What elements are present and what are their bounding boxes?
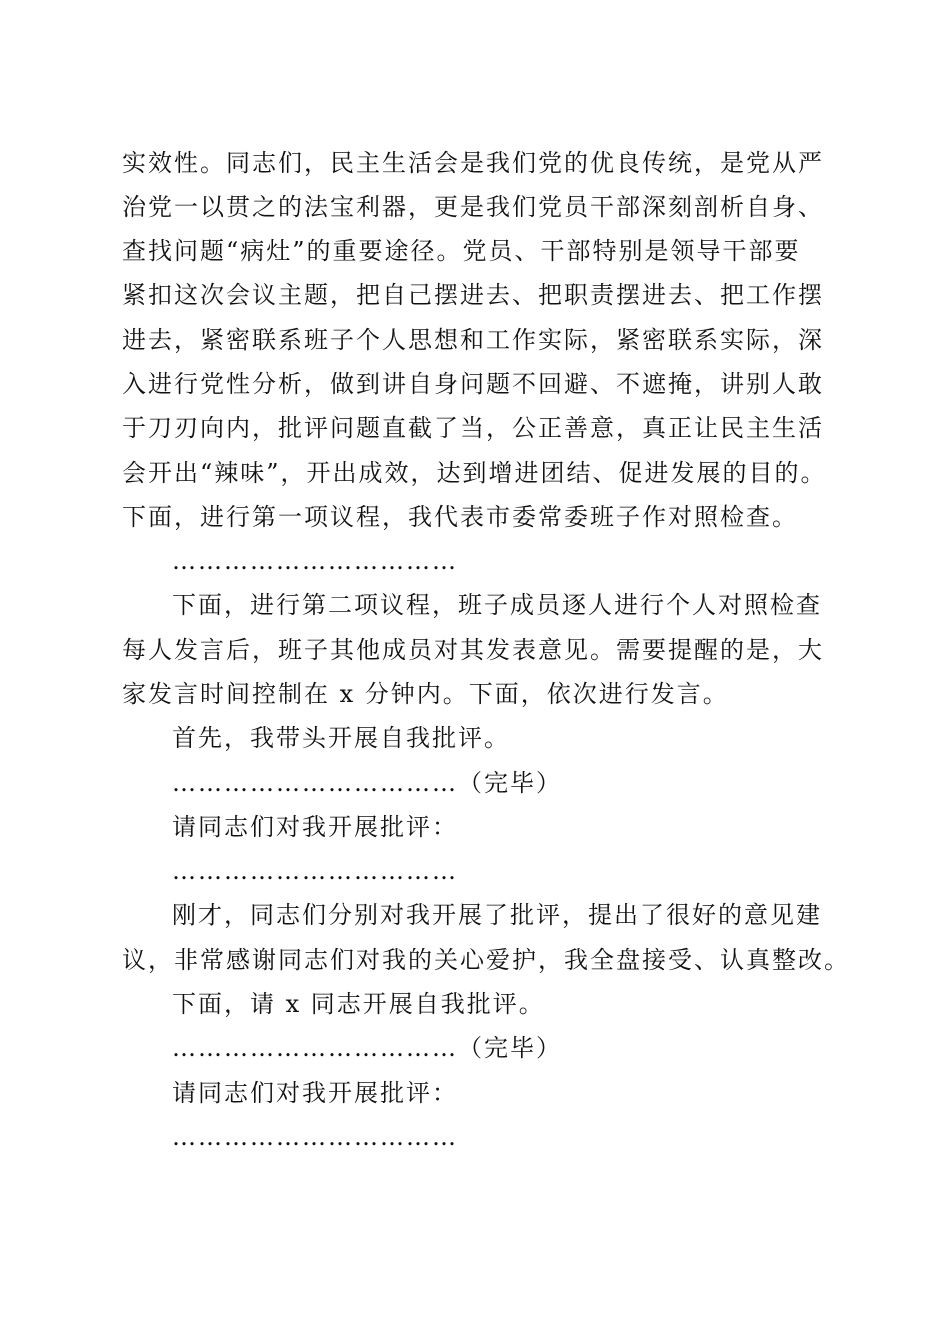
text-line: 治党一以贯之的法宝利器，更是我们党员干部深刻剖析自身、: [122, 193, 824, 221]
text-line: 下面，请 x 同志开展自我批评。: [172, 990, 545, 1018]
text-line: 紧扣这次会议主题，把自己摆进去、把职责摆进去、把工作摆: [122, 281, 824, 309]
text-line: 首先，我带头开展自我批评。: [172, 724, 510, 752]
text-line: 实效性。同志们，民主生活会是我们党的优良传统，是党从严: [122, 149, 824, 177]
text-line: 家发言时间控制在 x 分钟内。下面，依次进行发言。: [122, 680, 729, 708]
text-line: 于刀刃向内，批评问题直截了当，公正善意，真正让民主生活: [122, 414, 824, 442]
text-line: 议，非常感谢同志们对我的关心爱护，我全盘接受、认真整改。: [122, 946, 850, 974]
text-line: 入进行党性分析，做到讲自身问题不回避、不遮掩，讲别人敢: [122, 370, 824, 398]
text-line: 下面，进行第一项议程，我代表市委常委班子作对照检查。: [122, 503, 798, 531]
text-line: 下面，进行第二项议程，班子成员逐人进行个人对照检查: [172, 591, 822, 619]
text-line: 查找问题“病灶”的重要途径。党员、干部特别是领导干部要: [122, 237, 801, 265]
ellipsis-line: ……………………………: [172, 1123, 458, 1151]
text-line: 刚才，同志们分别对我开展了批评，提出了很好的意见建: [172, 901, 822, 929]
ellipsis-line: ……………………………: [172, 857, 458, 885]
ellipsis-line: ……………………………: [172, 547, 458, 575]
ellipsis-line: ……………………………（完毕）: [172, 769, 562, 797]
text-line: 请同志们对我开展批评：: [172, 813, 458, 841]
ellipsis-line: ……………………………（完毕）: [172, 1034, 562, 1062]
text-line: 进去，紧密联系班子个人思想和工作实际，紧密联系实际，深: [122, 326, 824, 354]
text-line: 会开出“辣味”，开出成效，达到增进团结、促进发展的目的。: [122, 459, 827, 487]
text-line: 每人发言后，班子其他成员对其发表意见。需要提醒的是，大: [122, 636, 824, 664]
text-line: 请同志们对我开展批评：: [172, 1079, 458, 1107]
